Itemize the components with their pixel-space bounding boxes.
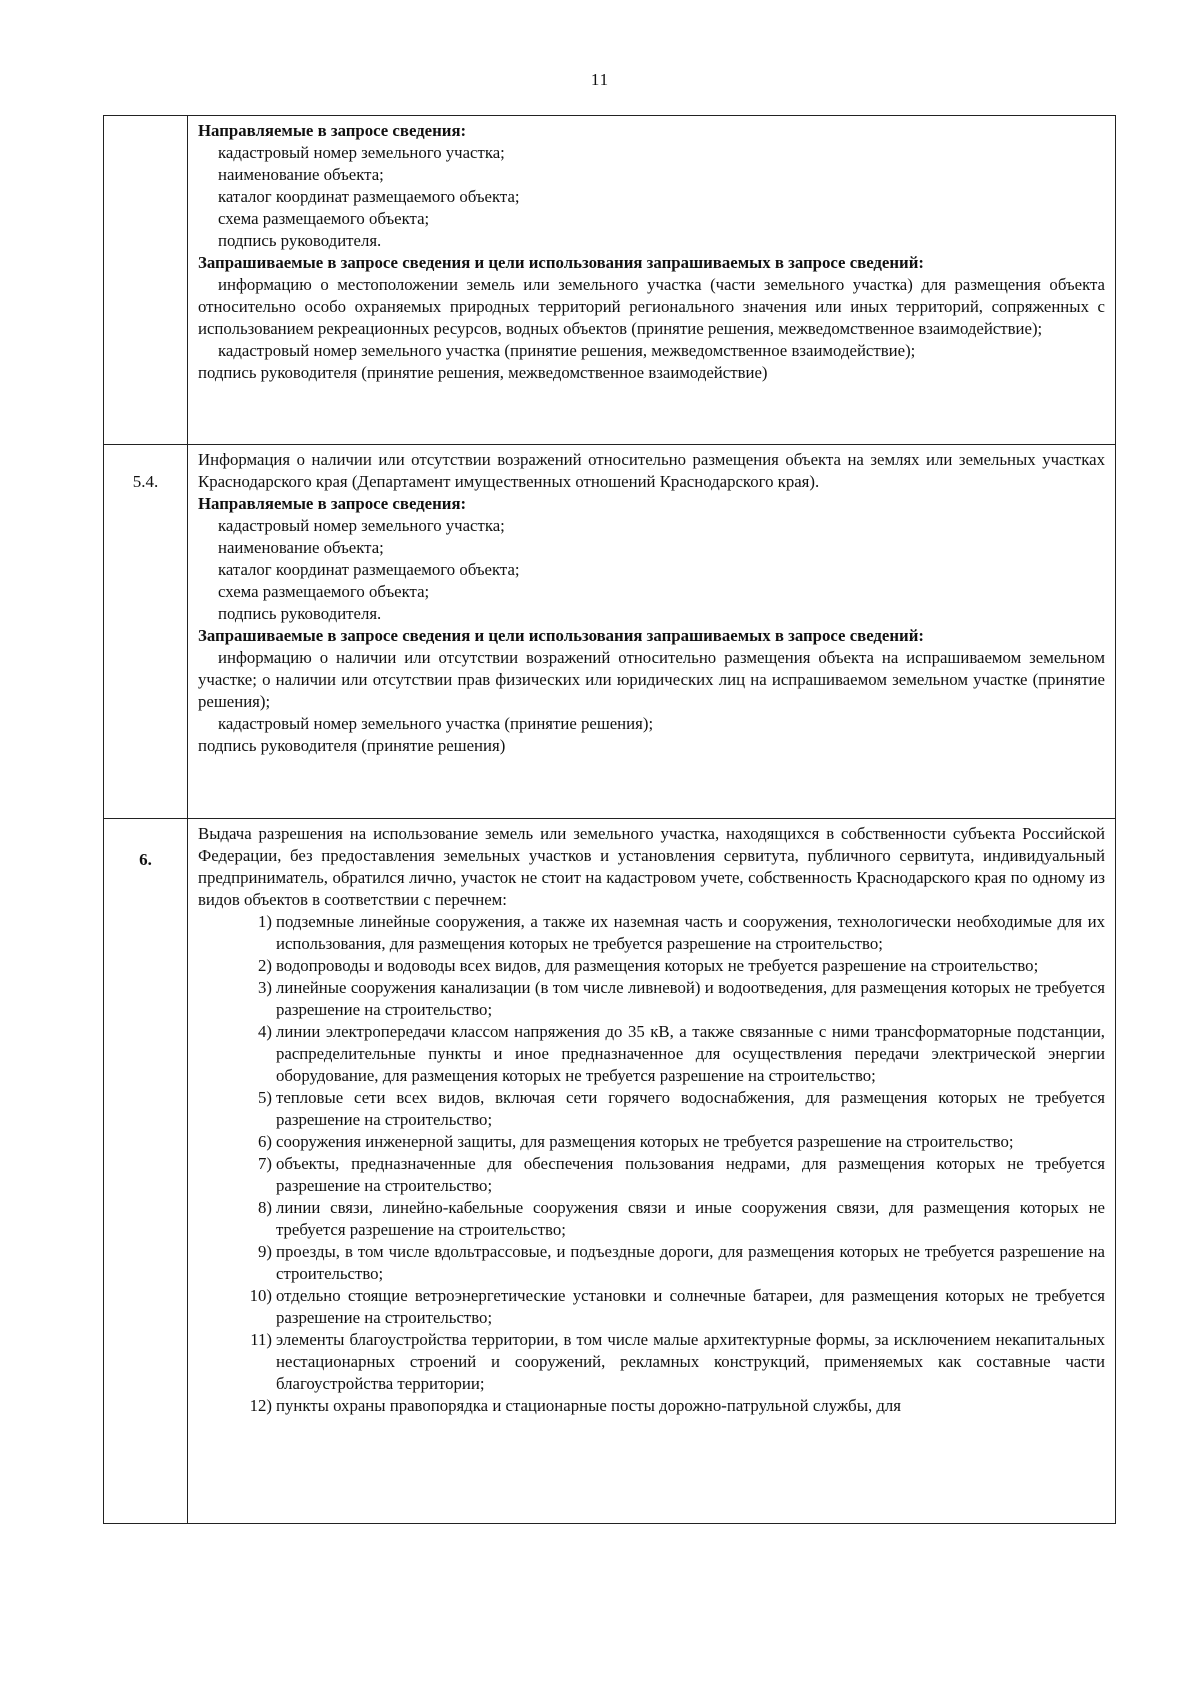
- requested-paragraph: информацию о наличии или отсутствии возражений относительно размещения объекта на испрашиваемом земельном участке; о наличии или отсутствии прав физических или юридических лиц на испрашиваемом земельном участке (принятие решения);: [198, 648, 1105, 711]
- sent-item: наименование объекта;: [218, 165, 384, 184]
- sent-heading: Направляемые в запросе сведения:: [198, 121, 467, 140]
- list-item-text: элементы благоустройства территории, в том числе малые архитектурные формы, за исключением некапитальных нестационарных строений и сооружений, рекламных конструкций, применяемых как составные части благоустройства территории;: [276, 1330, 1105, 1393]
- list-marker: 10): [249, 1286, 272, 1305]
- requested-paragraph: подпись руководителя (принятие решения): [198, 736, 506, 755]
- requested-heading: Запрашиваемые в запросе сведения и цели использования запрашиваемых в запросе сведений:: [198, 626, 924, 645]
- sent-heading: Направляемые в запросе сведения:: [198, 494, 467, 513]
- list-item-text: тепловые сети всех видов, включая сети горячего водоснабжения, для размещения которых не требуется разрешение на строительство;: [276, 1088, 1105, 1129]
- list-marker: 4): [258, 1022, 272, 1041]
- row-number-cell: [104, 116, 188, 445]
- list-item-text: подземные линейные сооружения, а также их наземная часть и сооружения, технологически необходимые для их использования, для размещения которых не требуется разрешение на строительство;: [276, 912, 1105, 953]
- page-number: 11: [590, 70, 610, 89]
- sent-item: подпись руководителя.: [218, 231, 382, 250]
- row-content-cell: [188, 819, 1116, 1524]
- list-item: [198, 1329, 1105, 1395]
- list-marker: 12): [249, 1396, 272, 1415]
- service-description: Информация о наличии или отсутствии возражений относительно размещения объекта на землях или земельных участках Краснодарского края (Департамент имущественных отношений Краснодарского края).: [198, 450, 1105, 491]
- list-item-text: объекты, предназначенные для обеспечения пользования недрами, для размещения которых не требуется разрешение на строительство;: [276, 1154, 1105, 1195]
- list-item: [198, 1241, 1105, 1285]
- services-table: [103, 115, 1116, 1524]
- list-item-text: отдельно стоящие ветроэнергетические установки и солнечные батареи, для размещения которых не требуется разрешение на строительство;: [276, 1286, 1105, 1327]
- list-item: [198, 1153, 1105, 1197]
- list-item: [198, 1285, 1105, 1329]
- requested-paragraph: кадастровый номер земельного участка (принятие решения, межведомственное взаимодействие);: [218, 341, 916, 360]
- list-marker: 11): [250, 1330, 272, 1349]
- list-item: [198, 1131, 1105, 1153]
- table-row: [104, 819, 1116, 1524]
- list-item-text: линии связи, линейно-кабельные сооружения связи и иные сооружения связи, для размещения которых не требуется разрешение на строительство;: [276, 1198, 1105, 1239]
- sent-item: подпись руководителя.: [218, 604, 382, 623]
- row-number: 6.: [139, 850, 152, 869]
- requested-paragraph: кадастровый номер земельного участка (принятие решения);: [218, 714, 654, 733]
- list-item-text: пункты охраны правопорядка и стационарные посты дорожно-патрульной службы, для: [276, 1396, 902, 1415]
- list-marker: 7): [258, 1154, 272, 1173]
- sent-item: наименование объекта;: [218, 538, 384, 557]
- list-marker: 1): [258, 912, 272, 931]
- list-item: [198, 1395, 1105, 1417]
- sent-item: схема размещаемого объекта;: [218, 582, 430, 601]
- list-item-text: линии электропередачи классом напряжения до 35 кВ, а также связанные с ними трансформаторные подстанции, распределительные пункты и иное предназначенное для осуществления передачи электрической энергии оборудование, для размещения которых не требуется разрешение на строительство;: [276, 1022, 1105, 1085]
- sent-item: кадастровый номер земельного участка;: [218, 516, 505, 535]
- row-number-cell: [104, 445, 188, 819]
- row-number-cell: [104, 819, 188, 1524]
- row-content-cell: [188, 116, 1116, 445]
- list-item: [198, 1021, 1105, 1087]
- list-item: [198, 1197, 1105, 1241]
- list-marker: 9): [258, 1242, 272, 1261]
- list-item: [198, 977, 1105, 1021]
- list-marker: 8): [258, 1198, 272, 1217]
- list-item: [198, 911, 1105, 955]
- list-item-text: водопроводы и водоводы всех видов, для размещения которых не требуется разрешение на строительство;: [276, 956, 1039, 975]
- list-item-text: сооружения инженерной защиты, для размещения которых не требуется разрешение на строительство;: [276, 1132, 1014, 1151]
- object-types-list: [198, 911, 1105, 1417]
- table-row: [104, 116, 1116, 445]
- service-description: Выдача разрешения на использование земель или земельного участка, находящихся в собственности субъекта Российской Федерации, без предоставления земельных участков и установления сервитута, публичного сервитута, индивидуальный предприниматель, обратился лично, участок не стоит на кадастровом учете, собственность Краснодарского края по одному из видов объектов в соответствии с перечнем:: [198, 824, 1105, 909]
- sent-item: кадастровый номер земельного участка;: [218, 143, 505, 162]
- requested-paragraph: подпись руководителя (принятие решения, межведомственное взаимодействие): [198, 363, 768, 382]
- row-number: 5.4.: [132, 472, 159, 491]
- list-item-text: линейные сооружения канализации (в том числе ливневой) и водоотведения, для размещения которых не требуется разрешение на строительство;: [276, 978, 1105, 1019]
- list-marker: 3): [258, 978, 272, 997]
- sent-item: схема размещаемого объекта;: [218, 209, 430, 228]
- list-item: [198, 1087, 1105, 1131]
- list-marker: 5): [258, 1088, 272, 1107]
- requested-heading: Запрашиваемые в запросе сведения и цели использования запрашиваемых в запросе сведений:: [198, 253, 924, 272]
- list-item: [198, 955, 1105, 977]
- sent-item: каталог координат размещаемого объекта;: [218, 187, 520, 206]
- list-marker: 6): [258, 1132, 272, 1151]
- requested-paragraph: информацию о местоположении земель или земельного участка (части земельного участка) для размещения объекта относительно особо охраняемых природных территорий регионального значения или иных территорий, сопряженных с использованием рекреационных ресурсов, водных объектов (принятие решения, межведомственное взаимодействие);: [198, 275, 1105, 338]
- row-content-cell: [188, 445, 1116, 819]
- list-marker: 2): [258, 956, 272, 975]
- list-item-text: проезды, в том числе вдольтрассовые, и подъездные дороги, для размещения которых не требуется разрешение на строительство;: [276, 1242, 1105, 1283]
- table-row: [104, 445, 1116, 819]
- sent-item: каталог координат размещаемого объекта;: [218, 560, 520, 579]
